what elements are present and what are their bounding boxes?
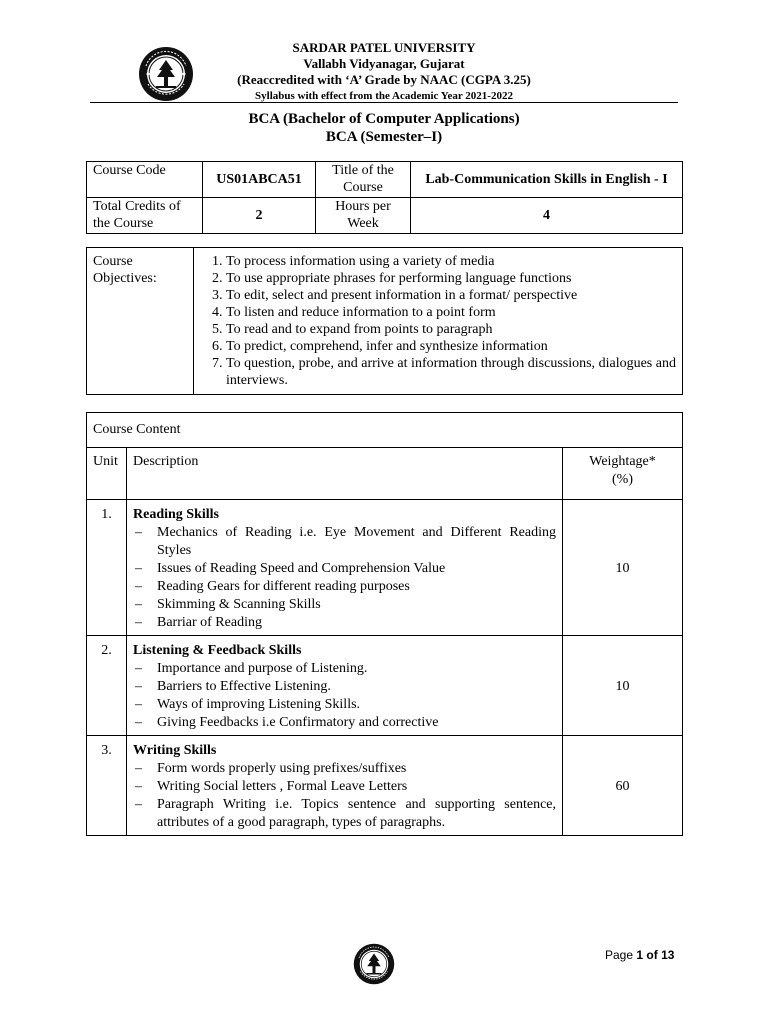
- list-item: – Issues of Reading Speed and Comprehension Value: [133, 560, 556, 578]
- page-number: [605, 948, 674, 962]
- page-total: 13: [661, 948, 675, 962]
- unit-weightage: 10: [563, 500, 683, 636]
- page-current: 1: [636, 948, 644, 962]
- unit-weightage: 10: [563, 636, 683, 736]
- course-objectives-cell: [194, 248, 683, 395]
- program-semester: BCA (Semester–I): [325, 129, 443, 145]
- course-objectives-table: [86, 247, 683, 395]
- program-title: [0, 110, 768, 146]
- objective-item: 4. To listen and reduce information to a point form: [226, 304, 676, 321]
- unit-points: [133, 660, 556, 732]
- university-name: SARDAR PATEL UNIVERSITY: [292, 40, 476, 55]
- unit-title: Reading Skills: [133, 507, 219, 522]
- unit-description: [127, 500, 563, 636]
- accreditation-note: (Reaccredited with ‘A’ Grade by NAAC (CGPA 3.25): [237, 72, 531, 87]
- unit-number: 2.: [87, 636, 127, 736]
- unit-points: [133, 760, 556, 832]
- list-item: – Importance and purpose of Listening.: [133, 660, 556, 678]
- description-column-header: Description: [127, 448, 563, 500]
- weightage-unit: (%): [612, 472, 633, 487]
- unit-title: Writing Skills: [133, 743, 217, 758]
- total-credits-label: Total Credits of the Course: [87, 198, 203, 234]
- list-item: – Paragraph Writing i.e. Topics sentence and supporting sentence, attributes of a good paragraph, types of paragraphs.: [133, 796, 556, 832]
- list-item: – Giving Feedbacks i.e Confirmatory and corrective: [133, 714, 556, 732]
- course-title: Lab-Communication Skills in English - I: [411, 162, 683, 198]
- hours-per-week: 4: [411, 198, 683, 234]
- university-location: Vallabh Vidyanagar, Gujarat: [303, 56, 465, 71]
- course-title-label: Title of the Course: [316, 162, 411, 198]
- objective-item: 5. To read and to expand from points to paragraph: [226, 321, 676, 338]
- objective-item: 6. To predict, comprehend, infer and synthesize information: [226, 338, 676, 355]
- weightage-column-header: [563, 448, 683, 500]
- syllabus-note: Syllabus with effect from the Academic Year 2021-2022: [255, 90, 513, 102]
- objective-item: 3. To edit, select and present information in a format/ perspective: [226, 287, 676, 304]
- course-content-table: [86, 412, 683, 836]
- list-item: – Barriar of Reading: [133, 614, 556, 632]
- objectives-list: [200, 253, 676, 389]
- list-item: – Mechanics of Reading i.e. Eye Movement and Different Reading Styles: [133, 524, 556, 560]
- list-item: – Ways of improving Listening Skills.: [133, 696, 556, 714]
- table-row: [87, 636, 683, 736]
- total-credits: 2: [203, 198, 316, 234]
- university-header: [0, 40, 768, 104]
- course-content-heading: Course Content: [87, 413, 683, 448]
- list-item: – Reading Gears for different reading purposes: [133, 578, 556, 596]
- objective-item: 2. To use appropriate phrases for performing language functions: [226, 270, 676, 287]
- unit-column-header: Unit: [87, 448, 127, 500]
- header-divider: [90, 102, 678, 103]
- page-word: Page: [605, 948, 634, 962]
- hours-per-week-label: Hours per Week: [316, 198, 411, 234]
- unit-weightage: 60: [563, 736, 683, 836]
- course-objectives-label: Course Objectives:: [87, 248, 194, 395]
- course-info-table: [86, 161, 683, 234]
- unit-points: [133, 524, 556, 632]
- university-seal-footer-icon: [353, 943, 395, 985]
- unit-title: Listening & Feedback Skills: [133, 643, 302, 658]
- list-item: – Writing Social letters , Formal Leave Letters: [133, 778, 556, 796]
- list-item: – Barriers to Effective Listening.: [133, 678, 556, 696]
- program-name: BCA (Bachelor of Computer Applications): [248, 111, 520, 127]
- weightage-label: Weightage*: [589, 454, 656, 469]
- objective-item: 1. To process information using a variety of media: [226, 253, 676, 270]
- objective-item: 7. To question, probe, and arrive at information through discussions, dialogues and interviews.: [226, 355, 676, 389]
- unit-number: 3.: [87, 736, 127, 836]
- page-of: of: [646, 948, 658, 962]
- list-item: – Form words properly using prefixes/suffixes: [133, 760, 556, 778]
- table-row: [87, 500, 683, 636]
- content-header-row: [87, 448, 683, 500]
- course-code: US01ABCA51: [203, 162, 316, 198]
- unit-number: 1.: [87, 500, 127, 636]
- list-item: – Skimming & Scanning Skills: [133, 596, 556, 614]
- table-row: [87, 736, 683, 836]
- unit-description: [127, 736, 563, 836]
- units-body: [87, 500, 683, 836]
- unit-description: [127, 636, 563, 736]
- course-code-label: Course Code: [87, 162, 203, 198]
